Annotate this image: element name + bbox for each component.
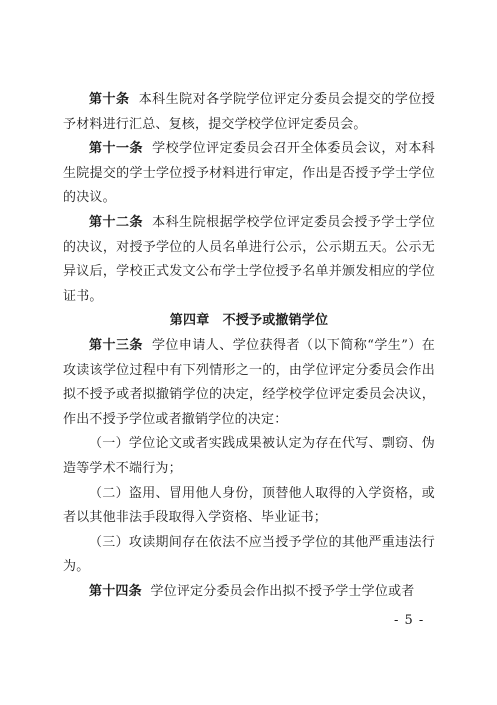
- article-10-title: 第十条: [89, 92, 130, 107]
- page-number: - 5 -: [394, 613, 425, 628]
- article-10-body: 本科生院对各学院学位评定分委员会提交的学位授予材料进行汇总、复核，提交学校学位评定委员会。: [63, 92, 435, 132]
- article-10: [63, 88, 435, 137]
- chapter-4-heading: 第四章 不授予或撤销学位: [169, 313, 329, 329]
- article-11-body: 学校学位评定委员会召开全体委员会议，对本科生院提交的学士学位授予材料进行审定，作出是否授予学士学位的决议。: [63, 141, 435, 206]
- article-12: [63, 211, 435, 309]
- document-body: [63, 88, 435, 604]
- article-14: [63, 580, 435, 605]
- article-13-item-2: （二）盗用、冒用他人身份，顶替他人取得的入学资格，或者以其他非法手段取得入学资格、毕业证书；: [63, 485, 435, 526]
- article-13-item-1: （一）学位论文或者实践成果被认定为存在代写、剽窃、伪造等学术不端行为；: [63, 436, 435, 476]
- article-12-title: 第十二条: [89, 214, 143, 230]
- article-13-item-3: （三）攻读期间存在依法不应当授予学位的其他严重违法行为。: [63, 534, 435, 575]
- article-12-body: 本科生院根据学校学位评定委员会授予学士学位的决议，对授予学位的人员名单进行公示，公示期五天。公示无异议后，学校正式发文公布学士学位授予名单并颁发相应的学位证书。: [63, 214, 435, 304]
- article-13-body: 学位申请人、学位获得者（以下简称“学生”）在攻读该学位过程中有下列情形之一的，由学位评定分委员会作出拟不授予或者拟撤销学位的决定，经学校学位评定委员会决议，作出不授予学位或者撤销学位的决定：: [63, 337, 435, 427]
- article-14-title: 第十四条: [89, 583, 142, 599]
- article-13-title: 第十三条: [89, 337, 143, 353]
- article-13: [63, 334, 435, 432]
- article-14-body: 学位评定分委员会作出拟不授予学士学位或者: [150, 583, 415, 599]
- article-11: [63, 137, 435, 211]
- article-11-title: 第十一条: [89, 141, 143, 157]
